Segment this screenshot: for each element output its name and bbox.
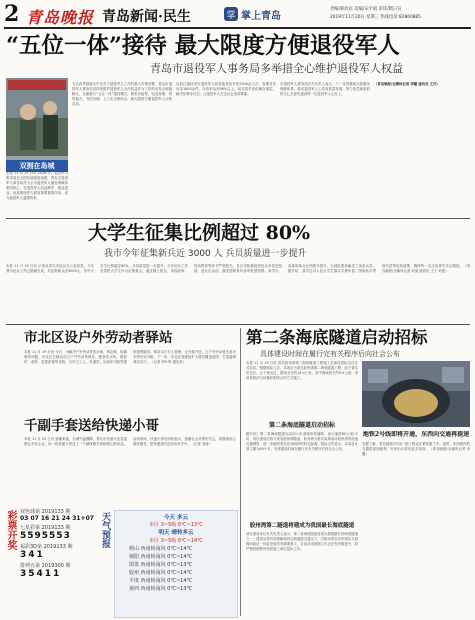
lottery-name: 双色球第 2019133 期 [20,509,71,515]
weather-row: 即墨 西南转南风 0℃~13℃ [129,562,193,568]
story4-headline: 千副手套送给快递小哥 [24,418,159,434]
story5-sub3: 地铁2号线即将开通，东西向交通再提速 [362,431,470,438]
lottery-nums: 341 [20,550,45,560]
editor-line: 责编/韩欣京 美编/宋平娟 审读/隋日宣 [330,7,402,12]
lottery-title: 彩票开奖 [5,510,16,550]
story5-lead: 本报 11 月 19 日讯 青岛胶州湾第二海底隧道工程施工总承包招标近日正式启动。根据招标公告，本项目为青岛胶州湾第二海底隧道工程，起于青岛市北区，止于黄岛区，路线全长约14.4公里，其中海域段长约9.9公里，采用盾构法与钻爆法相结合的方式施工。 [246,361,358,381]
divider-1 [6,218,470,219]
story1-col3: 目前已接待来访退役军人和其他优抚对象2300余人次，受理各类诉求1800余件，办结率达到98%以上，切实将矛盾化解在基层、解决在萌芽状态，让退役军人在全社会受到尊重。 [176,82,276,97]
story1-subtitle: 青岛市退役军人事务局多举措全心维护退役军人权益 [150,62,403,75]
header-rule [4,27,471,29]
story5-col-b: 项目建设单位有关负责人表示，第二条海底隧道将成为我国最长的海底隧道之一，建成后将有效缓解现有过海通道交通压力，对推动青岛东岸城区与西海岸新区一体化发展具有重要意义。目前各项前期工作正在有序推进中，将严格按照程序组织施工单位招标工作。 [246,532,358,552]
app-name: 掌上青岛 [241,10,281,22]
story5-col-c: 另据了解，青岛地铁2号线一期工程也在紧张施工中。届时，东西两岸的交通将更加便利，市民出行将有更多选择。（青岛晚报/全媒体记者 李璐） [362,442,470,457]
lottery-name: 排列五第 2019300 期 [20,563,71,569]
soldier-photo-icon [6,78,68,156]
date-line: 2019年11月20日 星期三 热线电话:82860885 [330,15,421,20]
weather-row: 平度 西南转南风 0℃~14℃ [129,578,193,584]
lottery-name: 七星彩第 2019133 期 [20,525,71,531]
weather-row: 城阳 西南转南风 0℃~14℃ [129,554,193,560]
lottery-nums: 5595553 [20,531,71,541]
weather-row: 明天 晴转多云 [158,530,194,536]
section-title: 青岛新闻·民生 [102,9,191,25]
story5-headline: 第二条海底隧道启动招标 [246,328,428,347]
page-number: 2 [4,1,20,27]
lottery-nums: 03 07 16 21 24 31+07 [20,515,94,522]
weather-panel [114,510,238,618]
tunnel-photo-icon [362,361,470,427]
photo-caption: 双拥在岛城 [6,160,68,172]
divider-2 [6,324,470,325]
story2-subtitle: 我市今年征集新兵近 3000 人 兵员质量进一步提升 [104,249,307,259]
weather-row: 崂山 西南转南风 0℃~14℃ [129,546,193,552]
weather-title: 天气预报 [100,512,110,548]
story5-subtitle: 具体建设时间在履行完有关程序后向社会公布 [260,350,400,358]
story5-sub1: 第二条海底隧道启动招标 [268,422,335,429]
story1-col1: 本报 11 月 19 日讯 2018 年，退役军人事务局在全国各地陆续组建，青岛市退役军人事务局作为全市退役军人服务保障体系的核心，在退役军人权益维护、就业创业、优抚褒扬等方面发挥着重要作用，成为退役军人温暖的家。 [6,171,68,201]
newspaper-logo: 青岛晚报 [26,8,95,27]
weather-row: 市区 3~5级 6℃~14℃ [149,538,203,544]
story5-left-col [246,361,358,616]
weather-row: 胶州 西南转南风 0℃~14℃ [129,570,193,576]
story3-headline: 市北区设户外劳动者驿站 [24,330,173,346]
weather-row: 莱西 西南转南风 0℃~13℃ [129,586,193,592]
story1-headline: “五位一体”接待 最大限度方便退役军人 [6,33,400,59]
story1-photo [6,78,68,168]
story5-photo [362,361,470,427]
story3-body: 本报 11 月 19 日讯 今日，为解决户外劳动者饮水难、休息难、如厕难等问题，市北区在辖区设立户外劳动者驿站，配备饮水机、微波炉、桌椅、急救药箱等设施，为环卫工人、快递员、出租车司机等提供便利服务。驿站实行专人管理，全天候开放，让户外劳动者在寒冷冬季有处可歇。下一步，市北区将继续扩大驿站覆盖范围，打造温暖城市名片。（记者 李叶鸣 通讯员） [24,350,236,365]
app-icon: 掌 [224,7,238,21]
divider-vertical [240,328,241,616]
lottery-panel [20,508,96,618]
story2-body: 本报 11 月 19 日讯 记者从青岛市征兵办公室获悉，今年我市征兵工作已圆满完成，共征集新兵近3000人，其中大学生比例超过80%，兵员质量进一步提升。今年征兵工作坚持把大学生作为征集重点，通过网上报名、体检政审、役前教育等环节严格把关。各区市积极组织征兵宣传进校园、进社区活动，激发适龄青年参军报国热情。高学历、高素质新兵比例逐年提升，为部队建设输送了优质兵员。据介绍，我市还对入伍大学生落实学费补偿、国家助学贷款代偿等优待政策，确保每一名应征青年安心服役。（青岛晚报/全媒体记者 刘美 通讯员 王宁 刘建） [6,264,470,274]
story5-col-a: 据介绍，第二条海底隧道为双向六车道城市快速路，设计速度80公里/小时。项目建成后将与现有胶州湾隧道、胶州湾大桥共同构成环胶州湾的快速交通网络，进一步缩短青岛东西两岸的时空距离。招标文件显示，本项目计划工期为60个月，具体建设时间在履行完有关程序后向社会公布。 [246,432,358,452]
page-number-box [4,3,26,25]
lottery-nums: 35411 [20,569,62,579]
story1-col5 [374,82,470,192]
lottery-name: 福彩3D第 2019133 期 [20,544,73,550]
lottery-item [20,562,96,579]
weather-row: 市区 3~5级 6℃~13℃ [149,522,203,528]
lottery-item [20,508,96,522]
lottery-item [20,524,96,541]
story1-col2: 为认真贯彻落实中央关于退役军人工作的重大决策部署，青岛市退役军人事务局坚持把维护退役军人合法权益作为工作的出发点和落脚点，全面推行“五位一体”接待模式，即来访接待、电话受理、网络留言、书信办理、上门走访相结合，最大限度方便退役军人反映诉求。 [72,82,172,107]
weather-today: 今天 多云 [164,515,188,521]
story4-body: 本报 11 月 19 日讯 寒潮来袭，岛城气温骤降。青岛市快递行业党委联合多家企业，向一线快递小哥送上一千副保暖手套和暖心慰问品。活动现场，快递小哥们纷纷表示，感谢社会各界的关心，将继续用心做好服务，把快递及时送到市民手中。（记者 刘涛） [24,437,236,447]
story2-headline: 大学生征集比例超过 80% [88,222,311,244]
story5-right-col [362,431,470,616]
lottery-item [20,543,96,560]
app-badge [224,6,281,22]
story5-sub2: 胶州湾第二隧道将建成为我国最长海底隧道 [249,523,355,529]
story1-credit: （青岛晚报/全媒体记者 李璐 通讯员 王兴） [374,82,440,86]
story1-col4: 市退役军人事务局有关负责人表示，下一步将继续完善服务保障体系，推动退役军人工作高质量发展，努力把党和政府的关心关爱传递到每一位退役军人心坎上。 [280,82,370,97]
